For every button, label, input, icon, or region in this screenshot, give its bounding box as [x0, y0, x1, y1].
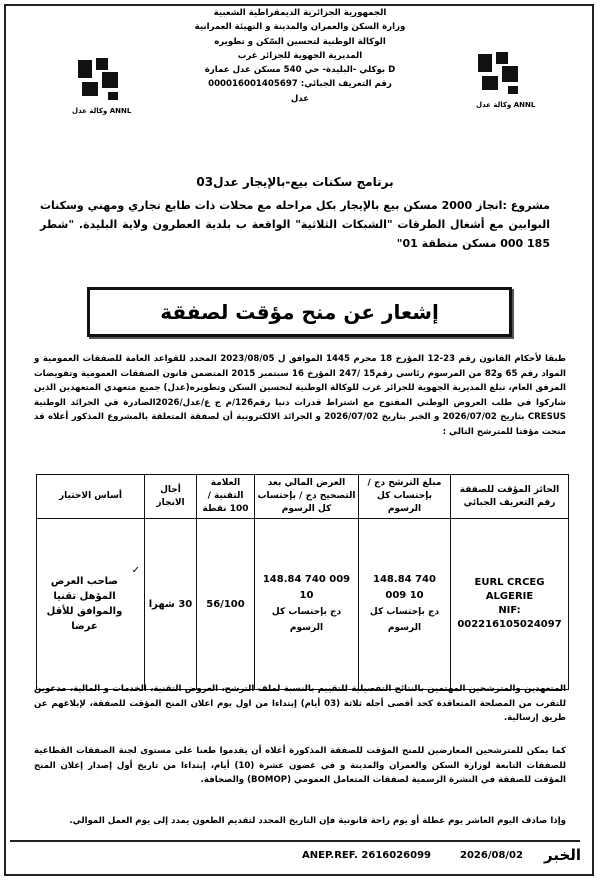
logo-caption-right: وكالة عدل ANNL: [476, 101, 536, 109]
cell-corrected-amount: [255, 519, 359, 690]
intro-paragraph: طبقا لأحكام القانون رقم 23-12 المؤرخ 18 محرم 1445 الموافق ل 2023/08/05 المحدد للقواعد العامة للصفقات العمومية و المواد رقم 65 و82 من المرسوم رئاسي رقم15 /247 المؤرخ 16 سبتمبر 2015 المتضمن قانون الصفقات العمومية وتفويضات المرفق العام، تبلغ المديرية الجهوية للجزائر غرب للوكالة الوطنية لتحسين السكن وتطويره(عدل) جميع متعهدي المتعهدين الذين شاركوا في طلب العروض الوطني المفتوح مع اشتراط قدرات دنيا رقم126/م ج ع/عدل/2026الصادرة في الجرائد الوطنية CRESUS بتاريخ 2026/07/02 و الخبر بتاريخ 2026/07/02 و الجرائد الالكترونية أن لصفقة المتعلقة بالمشروع المذكور أعلاه قد منحت مؤقتا للمترشح التالي :: [34, 354, 566, 437]
footer-bar: [10, 840, 580, 872]
header-line-address: بوكلي -البليدة- حي 540 مسكن عدل عمارة D: [204, 65, 396, 76]
header-line-agency: الوكالة الوطنية لتحسين السّكن و تطويره: [214, 36, 386, 47]
header-bid-amount: مبلغ الترشح دج / بإحتساب كل الرسوم: [359, 475, 451, 519]
header-line-aadl: عدل: [290, 93, 310, 104]
award-table: [36, 474, 569, 690]
project-description: مشروع :انجاز 2000 مسكن بيع بالإيجار بكل مراحله مع محلات ذات طابع تجاري ومهني وسكنات البوابين مع أشغال الطرقات "الشبكات الثلاثية" الواقعة ب بلدية العطرون ولاية البليدة. "شطر 185 000 مسكن منطقة 01": [40, 199, 550, 250]
selection-basis-text: صاحب العرض المؤهل تقنيا والموافق للأقل عرضا: [46, 576, 123, 632]
check-mark-icon: ✓: [131, 565, 140, 576]
header-line-directorate: المديرية الجهوية للجزائر غرب: [237, 50, 363, 61]
header-line-ministry: وزارة السكن والعمران والمدينة و التهيئة العمرانية: [194, 22, 406, 33]
header-holder: الحائز المؤقت للصفقة رقم التعريف الجبائي: [451, 475, 569, 519]
bid-amount-note: دج بإحتساب كل الرسوم: [369, 607, 440, 633]
cell-technical-score: 56/100: [197, 519, 255, 690]
cell-deadline: 30 شهرا: [145, 519, 197, 690]
institution-header: [150, 6, 450, 106]
bid-amount-value: 148.84 740 009 10: [373, 574, 436, 601]
cell-bid-amount: [359, 519, 451, 690]
deadline-extension-paragraph: وإذا صادف اليوم العاشر يوم عطلة أو يوم راحة قانونية فإن التاريخ المحدد لتقديم الطعون يمدد إلى يوم العمل الموالي.: [69, 816, 566, 826]
corrected-amount-value: 148.84 740 009 10: [262, 574, 351, 601]
cell-holder: [451, 519, 569, 690]
table-header-row: [37, 475, 569, 519]
aadl-logo-right: [474, 52, 522, 98]
holder-nif: 002216105024097: [457, 619, 562, 630]
holder-name: EURL CRCEG ALGERIE: [474, 577, 545, 602]
holder-nif-label: NIF:: [498, 605, 521, 616]
header-corrected-offer: العرض المالي بعد التصحيح دج / بإحتساب كل الرسوم: [255, 475, 359, 519]
header-technical-score: العلامة التقنية / 100 نقطة: [197, 475, 255, 519]
publication-date: 2026/08/02: [460, 850, 523, 861]
table-row: [37, 519, 569, 690]
header-line-republic: الجمهورية الجزائرية الديمقراطية الشعبية: [213, 8, 387, 18]
logo-caption-left: وكالة عدل ANNL: [72, 107, 132, 115]
results-paragraph: المتعهدين والمترشحين المهتمين بالنتائج التفصيلية للتقييم بالنسبة لملف الترشح، العروض التقنية، الخدمات و المالية، مدعوين للتقرب من المصلحة المتعاقدة كحد أقصى أجله ثلاثة (03 أيام) إبتداءا من اول يوم اعلان المنح المؤقت للصفقة، لإبلاغهم عن طريق إرسالية.: [34, 684, 567, 723]
program-title: برنامج سكنات بيع-بالإيجار عدل03: [196, 175, 394, 189]
newspaper-brand: الخبر: [544, 846, 582, 864]
header-deadline: أجال الانجاز: [145, 475, 197, 519]
cell-selection-basis: [37, 519, 145, 690]
aadl-logo-left: [74, 58, 122, 104]
header-selection-basis: أساس الاختيار: [37, 475, 145, 519]
corrected-amount-note: دج بإحتساب كل الرسوم: [271, 607, 342, 633]
anep-reference: ANEP.REF. 2616026099: [302, 850, 431, 861]
header-line-nif: رقم التعريف الجبائي: 000016001405697: [208, 79, 392, 90]
notice-title: إشعار عن منح مؤقت لصفقة: [87, 287, 512, 337]
appeal-paragraph: كما يمكن للمترشحين المعارضين للمنح المؤقت للصفقة المذكورة أعلاه أن يقدموا طعنا على مستوى لجنة الصفقات القطاعية للصفقات التابعة لوزارة السكن والعمران والمدينة و في غضون عشرة (10) أيام، إبتداءا من تاريخ أول إصدار إعلان المنح المؤقت للصفقة في النشرة الرسمية لصفقات المتعامل العمومي (BOMOP) والصحافة.: [34, 746, 566, 785]
